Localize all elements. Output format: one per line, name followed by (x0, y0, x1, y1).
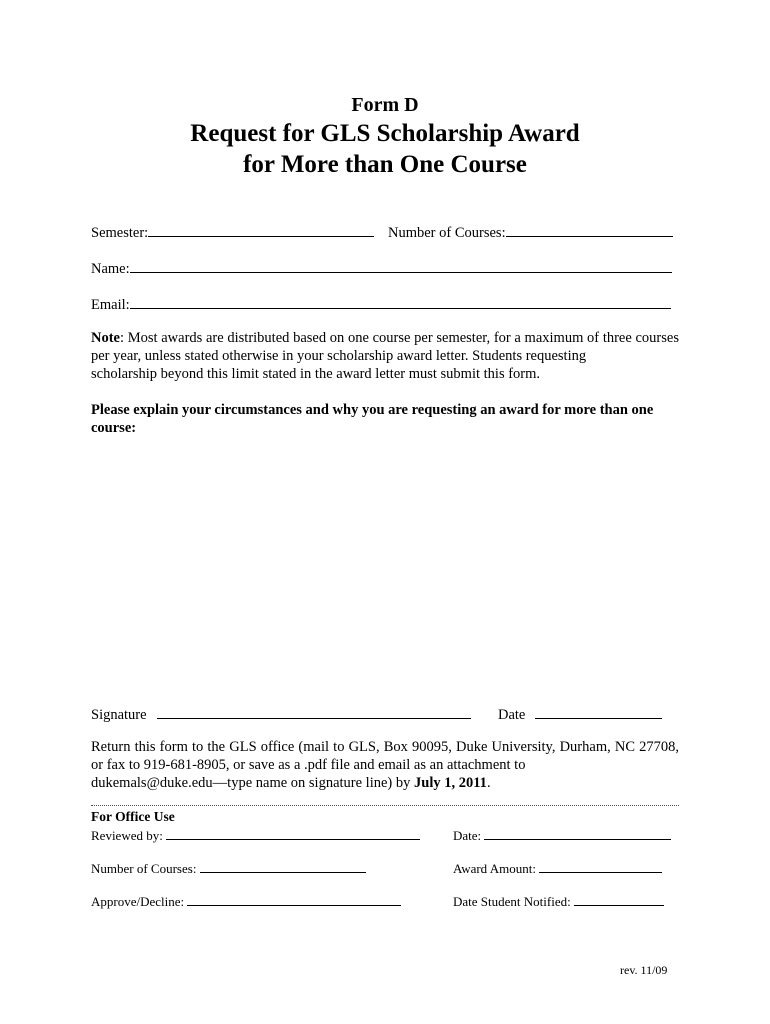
signature-date-label: Date (498, 707, 526, 723)
signature-label: Signature (91, 707, 147, 723)
name-row (91, 258, 672, 278)
page-title-line2: for More than One Course (243, 151, 527, 178)
date-notified-field[interactable] (574, 891, 664, 906)
semester-field[interactable] (148, 222, 374, 237)
num-courses-row (388, 222, 673, 242)
office-num-courses-row (91, 858, 366, 877)
office-num-courses-label: Number of Courses: (91, 861, 197, 876)
num-courses-field[interactable] (506, 222, 673, 237)
explain-line1: Please explain your circumstances and why you are requesting an award for more than one (91, 402, 654, 418)
office-use-heading: For Office Use (91, 809, 175, 824)
approve-row (91, 891, 401, 910)
reviewed-by-row (91, 825, 420, 844)
explain-paragraph (91, 401, 679, 437)
approve-label: Approve/Decline: (91, 894, 185, 909)
reviewed-by-field[interactable] (166, 825, 420, 840)
form-label: Form D (351, 94, 419, 116)
office-date-label: Date: (453, 828, 482, 843)
name-field[interactable] (130, 258, 672, 273)
office-divider (91, 805, 679, 806)
office-date-row (453, 825, 671, 844)
award-amount-field[interactable] (539, 858, 662, 873)
return-line3-prefix: dukemals@duke.edu—type name on signature line) by (91, 775, 415, 791)
signature-field[interactable] (157, 704, 471, 719)
explain-line2: course: (91, 420, 137, 436)
page-title-line1: Request for GLS Scholarship Award (190, 120, 580, 147)
signature-date-field[interactable] (535, 704, 662, 719)
return-line1: Return this form to the GLS office (mail to GLS, Box 90095, Duke University, Durham, NC (91, 739, 635, 755)
note-line2: courses per year, unless stated otherwise in your scholarship award letter. Students requesting (91, 330, 679, 364)
note-label: Note (91, 330, 120, 346)
return-paragraph (91, 738, 679, 792)
award-amount-row (453, 858, 662, 877)
note-paragraph (91, 329, 679, 383)
email-field[interactable] (130, 294, 671, 309)
date-notified-label: Date Student Notified: (453, 894, 571, 909)
name-label: Name: (91, 261, 130, 277)
return-line2: 27708, or fax to 919-681-8905, or save as a .pdf file and email as an attachment to (91, 739, 680, 773)
email-label: Email: (91, 297, 130, 313)
revision-note: rev. 11/09 (620, 963, 668, 977)
award-amount-label: Award Amount: (453, 861, 536, 876)
reviewed-by-label: Reviewed by: (91, 828, 163, 843)
email-row (91, 294, 671, 314)
semester-row (91, 222, 374, 242)
semester-label: Semester: (91, 225, 149, 241)
note-line1: : Most awards are distributed based on one course per semester, for a maximum of three (120, 330, 632, 346)
note-line3: scholarship beyond this limit stated in the award letter must submit this form. (91, 366, 541, 382)
num-courses-label: Number of Courses: (388, 225, 506, 241)
signature-date-row (498, 704, 662, 724)
date-notified-row (453, 891, 664, 910)
office-num-courses-field[interactable] (200, 858, 366, 873)
approve-field[interactable] (187, 891, 401, 906)
return-line3-suffix: . (486, 775, 491, 791)
deadline: July 1, 2011 (414, 775, 487, 791)
signature-row (91, 704, 471, 724)
explanation-area[interactable] (91, 445, 679, 695)
return-line3 (91, 774, 679, 792)
office-date-field[interactable] (484, 825, 671, 840)
